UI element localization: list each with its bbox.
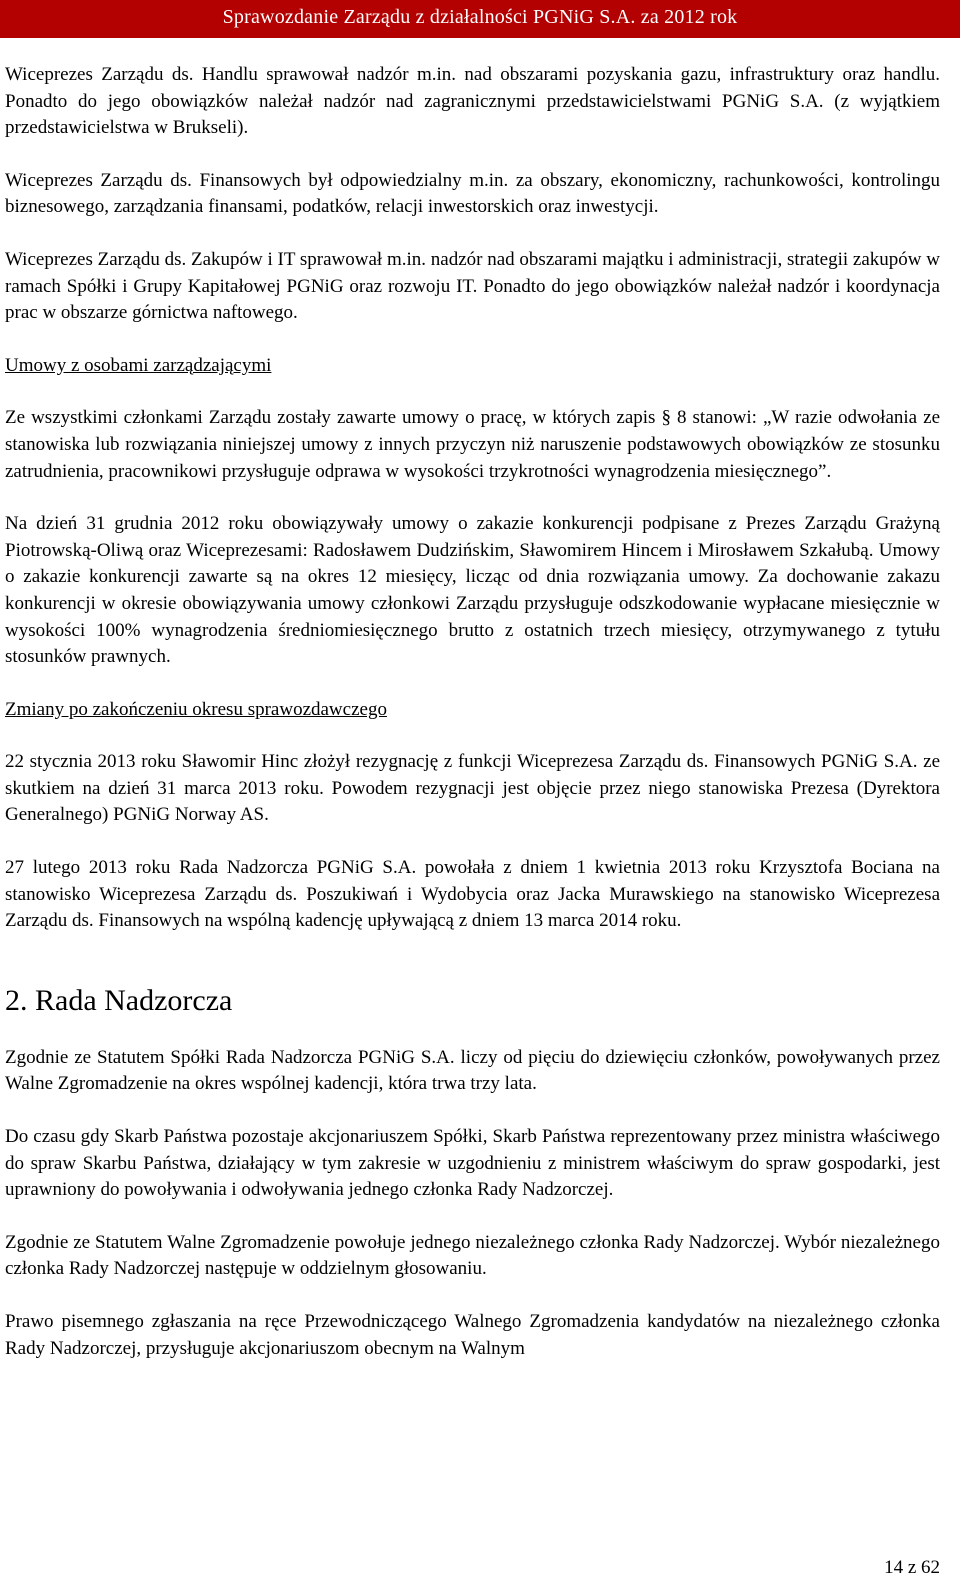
page-number: 14 z 62 [884, 1557, 940, 1578]
heading-zmiany: Zmiany po zakończeniu okresu sprawozdawczego [5, 698, 387, 720]
paragraph-rezygnacja: 22 stycznia 2013 roku Sławomir Hinc złożył rezygnację z funkcji Wiceprezesa Zarządu ds. Finansowych PGNiG S.A. ze skutkiem na dzień 31 marca 2013 roku. Powodem rezygnacji jest objęcie przez niego stanowiska Prezesa (Dyrektora Generalnego) PGNiG Norway AS. [5, 751, 940, 826]
paragraph-niezalezny-czlonek: Zgodnie ze Statutem Walne Zgromadzenie powołuje jednego niezależnego członka Rady Nadzorczej. Wybór niezależnego członka Rady Nadzorczej następuje w oddzielnym głosowaniu. [5, 1231, 940, 1280]
document-header-title: Sprawozdanie Zarządu z działalności PGNiG S.A. za 2012 rok [222, 6, 738, 28]
paragraph-powolanie: 27 lutego 2013 roku Rada Nadzorcza PGNiG S.A. powołała z dniem 1 kwietnia 2013 roku Krzysztofa Bociana na stanowisko Wiceprezesa Zarządu ds. Poszukiwań i Wydobycia oraz Jacka Murawskiego na stanowisko Wiceprezesa Zarządu ds. Finansowych na wspólną kadencję upływającą z dniem 13 marca 2014 roku. [5, 857, 940, 932]
paragraph-zakaz-konkurencji: Na dzień 31 grudnia 2012 roku obowiązywały umowy o zakazie konkurencji podpisane z Prezes Zarządu Grażyną Piotrowską-Oliwą oraz Wiceprezesami: Radosławem Dudzińskim, Sławomirem Hincem i Mirosławem Szkałubą. Umowy o zakazie konkurencji zawarte są na okres 12 miesięcy, licząc od dnia rozwiązania umowy. Za dochowanie zakazu konkurencji w okresie obowiązywania umowy członkowi Zarządu przysługuje odszkodowanie wypłacane miesięcznie w wysokości 100% wynagrodzenia średniomiesięcznego brutto z ostatnich trzech miesięcy, otrzymywanego z tytułu stosunków prawnych. [5, 513, 940, 668]
paragraph-skarb-panstwa: Do czasu gdy Skarb Państwa pozostaje akcjonariuszem Spółki, Skarb Państwa reprezentowany przez ministra właściwego do spraw Skarbu Państwa, działający w tym zakresie w uzgodnieniu z ministrem właściwym do spraw gospodarki, jest uprawniony do powoływania i odwoływania jednego członka Rady Nadzorczej. [5, 1126, 940, 1201]
section-title-rada-nadzorcza: 2. Rada Nadzorcza [5, 983, 233, 1017]
document-body [5, 62, 940, 1362]
paragraph-finanse: Wiceprezes Zarządu ds. Finansowych był odpowiedzialny m.in. za obszary, ekonomiczny, rachunkowości, kontrolingu biznesowego, zarządzania finansami, podatków, relacji inwestorskich oraz inwestycji. [5, 169, 940, 218]
paragraph-prawo-zglaszania: Prawo pisemnego zgłaszania na ręce Przewodniczącego Walnego Zgromadzenia kandydatów na niezależnego członka Rady Nadzorczej, przysługuje akcjonariuszom obecnym na Walnym [5, 1311, 940, 1359]
paragraph-umowy-o-prace: Ze wszystkimi członkami Zarządu zostały zawarte umowy o pracę, w których zapis § 8 stanowi: „W razie odwołania ze stanowiska lub rozwiązania niniejszej umowy z innych przyczyn niż naruszenie podstawowych obowiązków ze stosunku zatrudnienia, pracownikowi przysługuje odprawa w wysokości trzykrotności wynagrodzenia miesięcznego”. [5, 407, 940, 482]
heading-umowy: Umowy z osobami zarządzającymi [5, 354, 272, 376]
paragraph-zakupy-it: Wiceprezes Zarządu ds. Zakupów i IT sprawował m.in. nadzór nad obszarami majątku i administracji, strategii zakupów w ramach Spółki i Grupy Kapitałowej PGNiG oraz rozwoju IT. Ponadto do jego obowiązków należał nadzór i koordynacja prac w obszarze górnictwa naftowego. [5, 248, 940, 324]
paragraph-handel: Wiceprezes Zarządu ds. Handlu sprawował nadzór m.in. nad obszarami pozyskania gazu, infrastruktury oraz handlu. Ponadto do jego obowiązków należał nadzór nad zagranicznymi przedstawicielstwami PGNiG S.A. (z wyjątkiem przedstawicielstwa w Brukseli). [5, 64, 940, 139]
paragraph-statut-rada: Zgodnie ze Statutem Spółki Rada Nadzorcza PGNiG S.A. liczy od pięciu do dziewięciu członków, powoływanych przez Walne Zgromadzenie na okres wspólnej kadencji, która trwa trzy lata. [5, 1046, 940, 1095]
header-bar [0, 0, 960, 38]
